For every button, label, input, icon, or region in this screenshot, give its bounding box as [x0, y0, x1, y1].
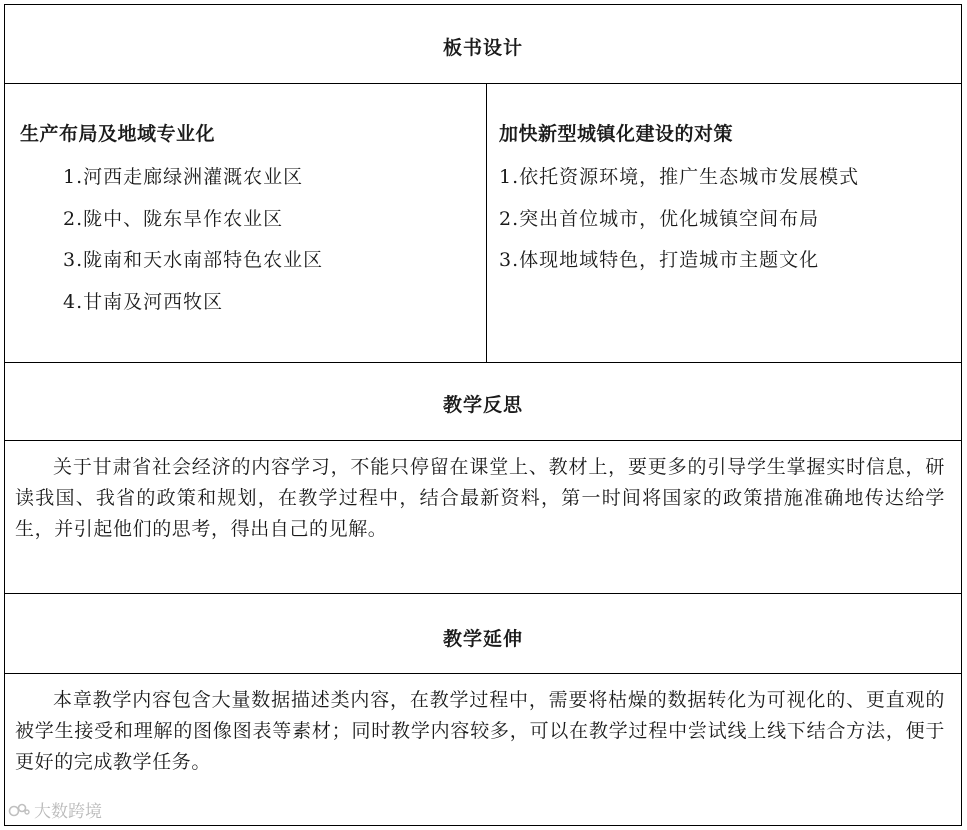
right-column-title: 加快新型城镇化建设的对策 — [499, 123, 734, 145]
board-design-heading: 板书设计 — [442, 37, 523, 59]
watermark-logo-icon — [8, 802, 30, 818]
left-list-item: 2.陇中、陇东旱作农业区 — [63, 208, 284, 230]
divider — [5, 83, 961, 84]
left-list-item: 3.陇南和天水南部特色农业区 — [63, 249, 324, 271]
divider — [5, 362, 961, 363]
divider — [5, 673, 961, 674]
divider — [5, 440, 961, 441]
left-list-item: 1.河西走廊绿洲灌溉农业区 — [63, 166, 304, 188]
right-list-item: 3.体现地域特色，打造城市主题文化 — [499, 249, 820, 271]
watermark-text: 大数跨境 — [34, 802, 102, 822]
right-list-item: 1.依托资源环境，推广生态城市发展模式 — [499, 166, 860, 188]
extension-paragraph: 本章教学内容包含大量数据描述类内容，在教学过程中，需要将枯燥的数据转化为可视化的、更直观的被学生接受和理解的图像图表等素材；同时教学内容较多，可以在教学过程中尝试线上线下结合方法，便于更好的完成教学任务。 — [15, 689, 945, 773]
left-list-item: 4.甘南及河西牧区 — [63, 291, 224, 313]
right-list-item: 2.突出首位城市，优化城镇空间布局 — [499, 208, 820, 230]
watermark — [8, 797, 102, 822]
divider — [5, 593, 961, 594]
left-column-title: 生产布局及地域专业化 — [20, 123, 216, 145]
lesson-plan-table — [4, 4, 962, 826]
reflection-heading: 教学反思 — [442, 394, 523, 416]
extension-heading: 教学延伸 — [442, 628, 523, 650]
column-divider — [486, 83, 487, 362]
reflection-paragraph: 关于甘肃省社会经济的内容学习，不能只停留在课堂上、教材上，要更多的引导学生掌握实时信息，研读我国、我省的政策和规划，在教学过程中，结合最新资料，第一时间将国家的政策措施准确地传达给学生，并引起他们的思考，得出自己的见解。 — [15, 456, 945, 540]
